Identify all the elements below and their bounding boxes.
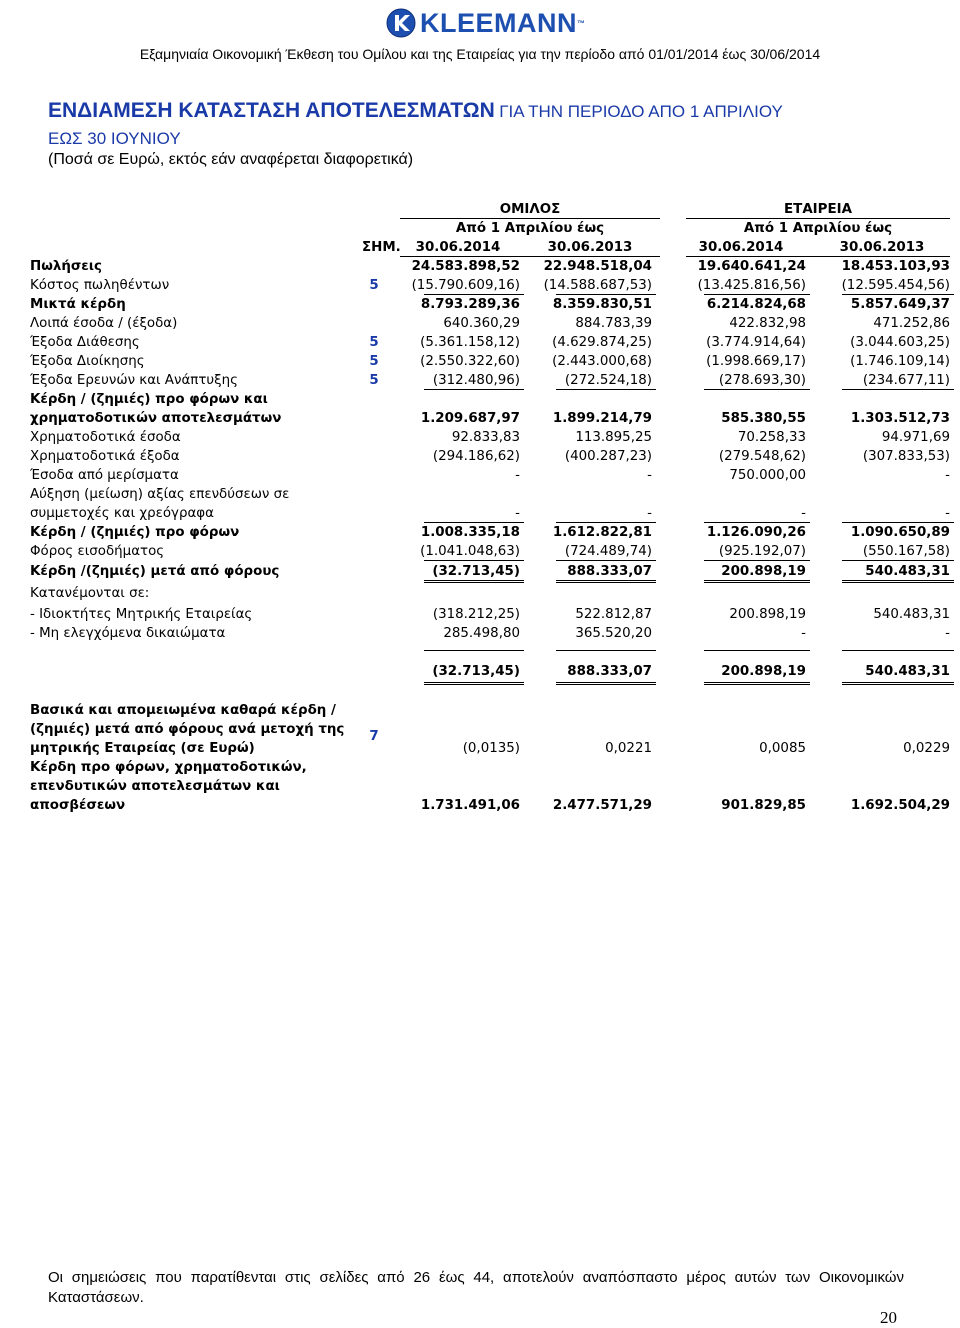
cell: - xyxy=(647,506,652,521)
kleemann-logo-icon xyxy=(386,8,416,38)
row-label: Αύξηση (μείωση) αξίας επενδύσεων σε xyxy=(30,487,290,502)
table-row xyxy=(30,624,956,643)
cell: (312.480,96) xyxy=(432,373,520,388)
cell: 540.483,31 xyxy=(865,564,950,579)
cell: 200.898,19 xyxy=(721,664,806,679)
row-label: Έξοδα Ερευνών και Ανάπτυξης xyxy=(30,373,238,388)
cell: 1.731.491,06 xyxy=(420,798,520,813)
group-header: ΟΜΙΛΟΣ xyxy=(499,202,561,217)
table-row xyxy=(30,276,956,295)
cell: 19.640.641,24 xyxy=(697,259,806,274)
statement-title xyxy=(48,98,928,152)
table-row xyxy=(30,390,956,428)
table-row xyxy=(30,651,956,685)
cell: (3.044.603,25) xyxy=(850,335,950,350)
table-row xyxy=(30,447,956,466)
row-label: Φόρος εισοδήματος xyxy=(30,544,165,559)
cell: (724.489,74) xyxy=(564,544,652,559)
cell: (307.833,53) xyxy=(862,449,950,464)
date-col-4: 30.06.2013 xyxy=(839,240,925,255)
row-label: Κέρδη / (ζημιές) προ φόρων και xyxy=(30,392,268,407)
cell: 1.612.822,81 xyxy=(552,525,652,540)
note-ref: 5 xyxy=(369,335,379,350)
cell: - xyxy=(515,468,520,483)
cell: 92.833,83 xyxy=(451,430,520,445)
company-logo xyxy=(386,6,585,40)
report-header: Εξαμηνιαία Οικονομική Έκθεση του Ομίλου και της Εταιρείας για την περίοδο από 01/01/2014 έως 30/06/2014 xyxy=(139,46,821,62)
cell: 70.258,33 xyxy=(737,430,806,445)
row-label: χρηματοδοτικών αποτελεσμάτων xyxy=(30,411,282,426)
cell: 0,0229 xyxy=(903,741,950,756)
row-label: αποσβέσεων xyxy=(30,798,126,813)
row-label: - Μη ελεγχόμενα δικαιώματα xyxy=(30,626,226,641)
trademark-symbol: ™ xyxy=(577,18,585,28)
cell: 640.360,29 xyxy=(443,316,520,331)
cell: 94.971,69 xyxy=(881,430,950,445)
cell: (4.629.874,25) xyxy=(552,335,652,350)
cell: - xyxy=(945,626,950,641)
cell: - xyxy=(515,506,520,521)
row-label: (ζημιές) μετά από φόρους ανά μετοχή της xyxy=(30,722,345,737)
footer-note: Οι σημειώσεις που παρατίθενται στις σελίδες από 26 έως 44, αποτελούν αναπόσπαστο μέρος αυτών των Οικονομικών Καταστάσεων. xyxy=(48,1269,904,1306)
note-ref: 5 xyxy=(369,354,379,369)
cell: 888.333,07 xyxy=(567,664,652,679)
cell: 1.692.504,29 xyxy=(850,798,950,813)
table-row xyxy=(30,523,956,542)
cell: (13.425.816,56) xyxy=(697,278,806,293)
row-label: Κατανέμονται σε: xyxy=(30,586,150,601)
cell: (5.361.158,12) xyxy=(420,335,520,350)
cell: 888.333,07 xyxy=(567,564,652,579)
table-row xyxy=(30,333,956,352)
row-label: Κόστος πωληθέντων xyxy=(30,278,170,293)
cell: (2.443.000,68) xyxy=(552,354,652,369)
date-col-3: 30.06.2014 xyxy=(698,240,784,255)
cell: 18.453.103,93 xyxy=(841,259,950,274)
cell: 0,0085 xyxy=(759,741,806,756)
note-ref: 5 xyxy=(369,278,379,293)
table-row xyxy=(30,605,956,624)
cell: - xyxy=(945,468,950,483)
cell: (318.212,25) xyxy=(432,607,520,622)
row-label: Έσοδα από μερίσματα xyxy=(30,468,179,483)
cell: (272.524,18) xyxy=(564,373,652,388)
cell: 2.477.571,29 xyxy=(552,798,652,813)
row-label: Κέρδη /(ζημιές) μετά από φόρους xyxy=(30,564,280,579)
cell: 0,0221 xyxy=(605,741,652,756)
spacer xyxy=(30,643,956,651)
cell: (32.713,45) xyxy=(432,664,520,679)
cell: 1.008.335,18 xyxy=(420,525,520,540)
cell: - xyxy=(801,506,806,521)
cell: 585.380,55 xyxy=(721,411,806,426)
page-number: 20 xyxy=(880,1308,897,1327)
cell: 1.303.512,73 xyxy=(850,411,950,426)
cell: 6.214.824,68 xyxy=(706,297,806,312)
row-label: Έξοδα Διάθεσης xyxy=(30,335,140,350)
cell: (1.041.048,63) xyxy=(420,544,520,559)
cell: 8.793.289,36 xyxy=(420,297,520,312)
cell: 24.583.898,52 xyxy=(411,259,520,274)
cell: 8.359.830,51 xyxy=(552,297,652,312)
table-row xyxy=(30,314,956,333)
row-label: Κέρδη / (ζημιές) προ φόρων xyxy=(30,525,240,540)
row-label: Λοιπά έσοδα / (έξοδα) xyxy=(30,316,178,331)
row-label: επενδυτικών αποτελεσμάτων και xyxy=(30,779,280,794)
cell: - xyxy=(945,506,950,521)
note-ref: 5 xyxy=(369,373,379,388)
header-row-entities xyxy=(30,200,956,219)
statement-title-period: ΓΙΑ ΤΗΝ ΠΕΡΙΟΔΟ ΑΠΟ 1 ΑΠΡΙΛΙΟΥ xyxy=(499,102,783,121)
cell: (1.998.669,17) xyxy=(706,354,806,369)
cell: (32.713,45) xyxy=(432,564,520,579)
cell: 750.000,00 xyxy=(729,468,806,483)
cell: 113.895,25 xyxy=(575,430,652,445)
cell: (279.548,62) xyxy=(718,449,806,464)
cell: (14.588.687,53) xyxy=(543,278,652,293)
statement-title-period-end: ΕΩΣ 30 ΙΟΥΝΙΟΥ xyxy=(48,129,181,148)
cell: 1.209.687,97 xyxy=(420,411,520,426)
cell: 901.829,85 xyxy=(721,798,806,813)
row-label: Έξοδα Διοίκησης xyxy=(30,354,145,369)
cell: - xyxy=(801,626,806,641)
cell: (0,0135) xyxy=(462,741,520,756)
date-col-1: 30.06.2014 xyxy=(415,240,501,255)
note-ref: 7 xyxy=(369,729,379,744)
statement-title-main: ΕΝΔΙΑΜΕΣΗ ΚΑΤΑΣΤΑΣΗ ΑΠΟΤΕΛΕΣΜΑΤΩΝ xyxy=(48,99,495,122)
row-label: συμμετοχές και χρεόγραφα xyxy=(30,506,214,521)
table-row xyxy=(30,466,956,485)
cell: 5.857.649,37 xyxy=(850,297,950,312)
cell: 200.898,19 xyxy=(729,607,806,622)
table-row xyxy=(30,485,956,523)
cell: 884.783,39 xyxy=(575,316,652,331)
cell: (278.693,30) xyxy=(718,373,806,388)
cell: (925.192,07) xyxy=(718,544,806,559)
table-row xyxy=(30,295,956,314)
cell: 1.090.650,89 xyxy=(850,525,950,540)
row-label: Πωλήσεις xyxy=(30,259,102,274)
cell: (294.186,62) xyxy=(432,449,520,464)
company-period: Από 1 Απριλίου έως xyxy=(743,221,893,236)
cell: (12.595.454,56) xyxy=(841,278,950,293)
note-column-header: ΣΗΜ. xyxy=(362,240,401,255)
header-row-period xyxy=(30,219,956,238)
row-label: Μικτά κέρδη xyxy=(30,297,126,312)
cell: - xyxy=(647,468,652,483)
cell: 285.498,80 xyxy=(443,626,520,641)
cell: (2.550.322,60) xyxy=(420,354,520,369)
cell: 522.812,87 xyxy=(575,607,652,622)
cell: (400.287,23) xyxy=(564,449,652,464)
cell: (1.746.109,14) xyxy=(850,354,950,369)
table-row xyxy=(30,583,956,605)
income-statement-table xyxy=(30,200,956,815)
table-row xyxy=(30,352,956,371)
cell: 365.520,20 xyxy=(575,626,652,641)
spacer xyxy=(30,685,956,701)
cell: 471.252,86 xyxy=(873,316,950,331)
cell: 540.483,31 xyxy=(865,664,950,679)
date-col-2: 30.06.2013 xyxy=(547,240,633,255)
company-name: KLEEMANN xyxy=(420,7,577,38)
cell: 200.898,19 xyxy=(721,564,806,579)
cell: 22.948.518,04 xyxy=(543,259,652,274)
header-row-dates xyxy=(30,238,956,257)
cell: (15.790.609,16) xyxy=(411,278,520,293)
cell: (234.677,11) xyxy=(862,373,950,388)
table-row xyxy=(30,758,956,815)
row-label: - Ιδιοκτήτες Μητρικής Εταιρείας xyxy=(30,607,253,622)
row-label: Κέρδη προ φόρων, χρηματοδοτικών, xyxy=(30,760,307,775)
cell: (3.774.914,64) xyxy=(706,335,806,350)
table-row xyxy=(30,542,956,561)
table-row xyxy=(30,428,956,447)
cell: 422.832,98 xyxy=(729,316,806,331)
table-row xyxy=(30,371,956,390)
table-row xyxy=(30,561,956,583)
currency-note: (Ποσά σε Ευρώ, εκτός εάν αναφέρεται διαφορετικά) xyxy=(48,151,414,168)
row-label: Χρηματοδοτικά έξοδα xyxy=(30,449,180,464)
cell: (550.167,58) xyxy=(862,544,950,559)
row-label: Βασικά και απομειωμένα καθαρά κέρδη / xyxy=(30,703,336,718)
company-header: ΕΤΑΙΡΕΙΑ xyxy=(784,202,852,217)
row-label: μητρικής Εταιρείας (σε Ευρώ) xyxy=(30,741,255,756)
group-period: Από 1 Απριλίου έως xyxy=(455,221,605,236)
table-row xyxy=(30,257,956,276)
cell: 540.483,31 xyxy=(873,607,950,622)
row-label: Χρηματοδοτικά έσοδα xyxy=(30,430,181,445)
table-row xyxy=(30,701,956,758)
cell: 1.126.090,26 xyxy=(706,525,806,540)
cell: 1.899.214,79 xyxy=(552,411,652,426)
